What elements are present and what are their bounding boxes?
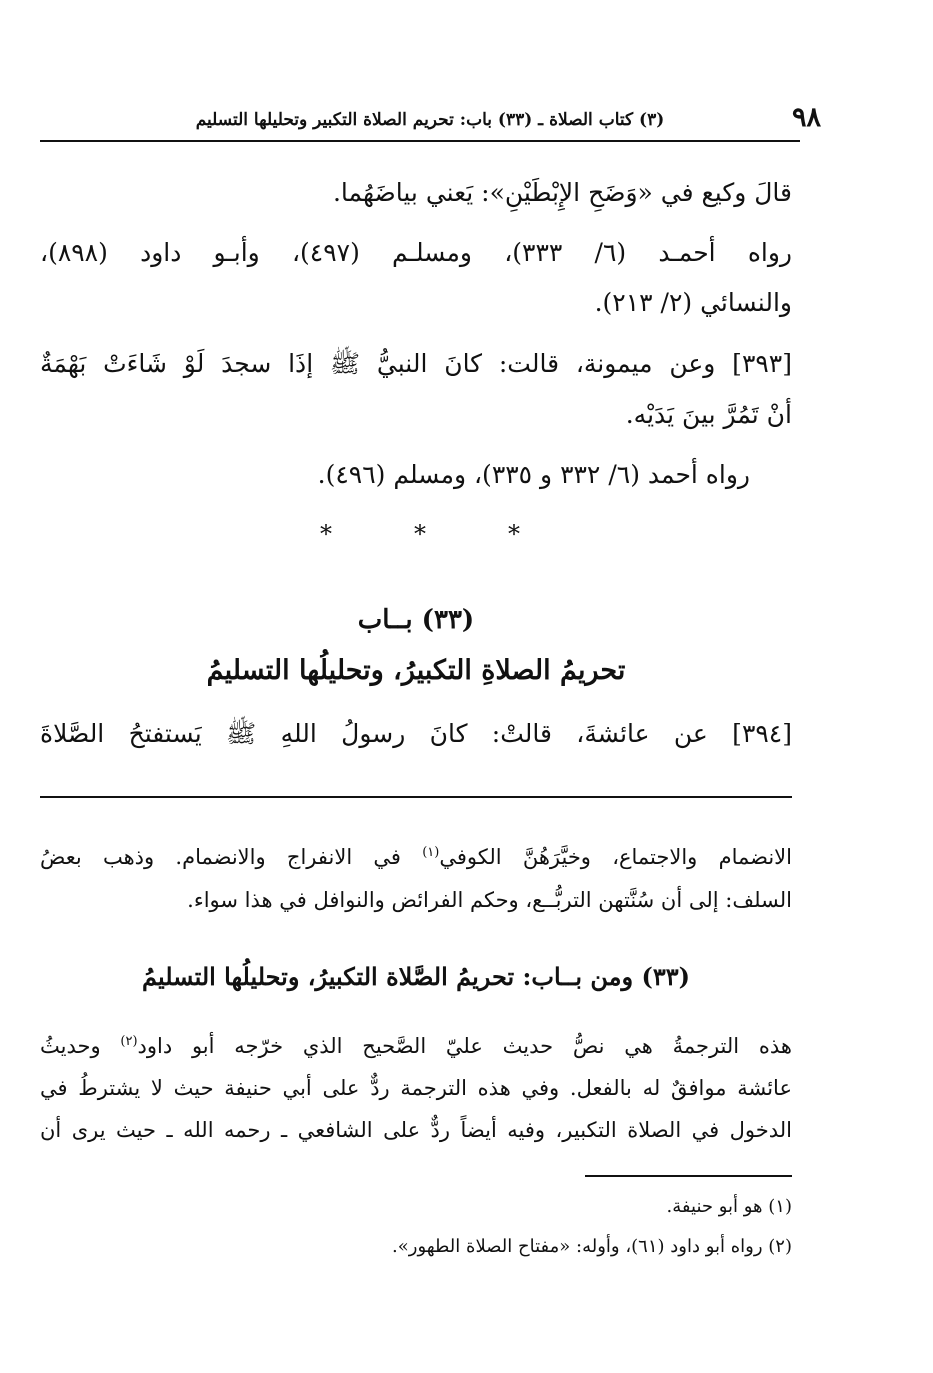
page-number: ٩٨	[792, 102, 822, 133]
hadith-394-line-1: [٣٩٤] عن عائشةَ، قالتْ: كانَ رسولُ اللهِ ﷺ يَستفتحُ الصَّلاةَ	[40, 719, 792, 748]
commentary-line-1-text-a: الانضمام والاجتماع، وخيَّرَهُنَّ الكوفي	[439, 845, 792, 869]
hadith-393-line-1: [٣٩٣] وعن ميمونة، قالت: كانَ النبيُّ ﷺ إذَا سجدَ لَوْ شَاءَتْ بَهْمَةٌ	[40, 349, 792, 378]
commentary-line-3-text-a: هذه الترجمةُ هي نصُّ حديث عليّ الصَّحيح الذي خرّجه أبو داود	[137, 1034, 792, 1058]
separator-star: *	[508, 520, 520, 548]
commentary-line-5: الدخول في الصلاة التكبير، وفيه أيضاً ردٌّ على الشافعي ـ رحمه الله ـ حيث يرى أن	[40, 1118, 792, 1142]
commentary-line-1	[40, 845, 792, 869]
hadith-393-line-2: أنْ تَمُرَّ بينَ يَدَيْه.	[625, 400, 792, 429]
footnote-ref-1[interactable]: (١)	[422, 845, 440, 860]
footnote-divider	[585, 1175, 792, 1177]
hadith-line-1: قالَ وكيع في «وَضَحِ الإِبْطَيْنِ»: يَعني بياضَهُما.	[332, 178, 792, 207]
chapter-number: (٣٣) بــاب	[357, 605, 475, 635]
footnote-1: (١) هو أبو حنيفة.	[666, 1196, 792, 1217]
commentary-line-3	[40, 1034, 792, 1058]
section-separator	[320, 520, 520, 548]
footnote-2: (٢) رواه أبو داود (٦١)، وأوله: «مفتاح الصلاة الطهور».	[392, 1236, 792, 1257]
running-title: (٣) كتاب الصلاة ـ (٣٣) باب: تحريم الصلاة التكبير وتحليلها التسليم	[195, 110, 665, 130]
hadith-line-2: رواه أحمـد (٦/ ٣٣٣)، ومسلـم (٤٩٧)، وأبـو داود (٨٩٨)،	[40, 238, 793, 267]
commentary-line-1-text-b: في الانفراج والانضمام. وذهب بعضُ	[40, 845, 423, 869]
commentary-line-2: السلف: إلى أن سُنَّتهن التربُّــع، وحكم الفرائض والنوافل في هذا سواء.	[187, 888, 792, 912]
chapter-title: تحريمُ الصلاةِ التكبيرُ، وتحليلُها التسليمُ	[206, 655, 626, 686]
hadith-393-source: رواه أحمد (٦/ ٣٣٢ و ٣٣٥)، ومسلم (٤٩٦).	[317, 460, 750, 489]
separator-star: *	[414, 520, 426, 548]
running-header	[40, 100, 822, 142]
commentary-divider	[40, 796, 792, 798]
commentary-line-3-text-b: وحديثُ	[40, 1034, 121, 1058]
hadith-line-3: والنسائي (٢/ ٢١٣).	[594, 288, 792, 317]
separator-star: *	[320, 520, 332, 548]
footnote-ref-2[interactable]: (٢)	[120, 1034, 138, 1049]
commentary-line-4: عائشة موافقٌ له بالفعل. وفي هذه الترجمة ردٌّ على أبي حنيفة حيث لا يشترطُ في	[40, 1076, 792, 1100]
commentary-heading: (٣٣) ومن بــاب: تحريمُ الصَّلاة التكبيرُ، وتحليلُها التسليمُ	[142, 962, 690, 991]
